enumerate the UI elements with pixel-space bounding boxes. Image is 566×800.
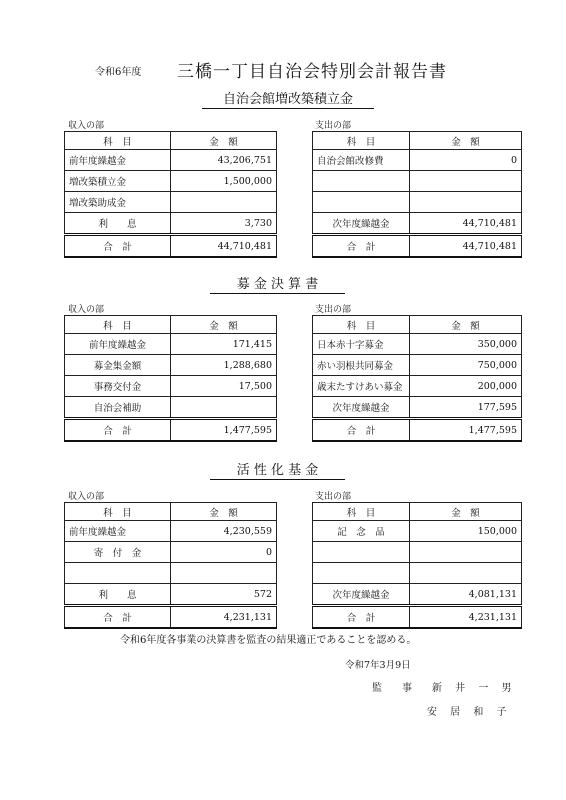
item-cell <box>313 192 410 213</box>
table-header-row <box>65 316 277 334</box>
table-row <box>65 563 277 584</box>
amount-cell: 4,230,559 <box>171 521 277 542</box>
item-column-header: 科 目 <box>313 132 410 150</box>
amount-cell: 200,000 <box>410 376 522 397</box>
income-label: 収入の部 <box>68 121 105 131</box>
total-row <box>65 235 277 258</box>
amount-column-header: 金 額 <box>171 503 277 521</box>
table-row <box>65 171 277 192</box>
item-cell: 記 念 品 <box>313 521 410 542</box>
amount-cell <box>410 542 522 563</box>
amount-cell: 171,415 <box>171 334 277 355</box>
item-cell: 前年度繰越金 <box>65 150 171 171</box>
item-column-header: 科 目 <box>313 503 410 521</box>
table-row <box>313 334 522 355</box>
expense-label: 支出の部 <box>315 305 352 315</box>
table-row <box>313 397 522 419</box>
table-row <box>65 584 277 606</box>
total-row <box>313 606 522 629</box>
amount-cell: 4,081,131 <box>410 584 522 606</box>
table-row <box>313 376 522 397</box>
item-cell: 自治会補助 <box>65 397 171 419</box>
item-cell: 増改築助成金 <box>65 192 171 213</box>
amount-cell <box>410 171 522 192</box>
auditor-1: 監 事 新 井 一 男 <box>372 683 517 694</box>
item-column-header: 科 目 <box>65 316 171 334</box>
item-cell: 次年度繰越金 <box>313 213 410 235</box>
total-label: 合 計 <box>313 419 410 442</box>
table-row <box>313 584 522 606</box>
amount-column-header: 金 額 <box>410 503 522 521</box>
income-label: 収入の部 <box>68 305 105 315</box>
item-cell <box>313 563 410 584</box>
table-header-row <box>313 503 522 521</box>
item-cell: 利 息 <box>65 213 171 235</box>
table-row <box>65 355 277 376</box>
amount-column-header: 金 額 <box>410 132 522 150</box>
total-row <box>65 606 277 629</box>
audit-date: 令和7年3月9日 <box>345 660 411 671</box>
table-header-row <box>65 132 277 150</box>
expense-table <box>312 131 522 258</box>
section-title: 募 金 決 算 書 <box>210 273 345 294</box>
table-row <box>313 150 522 171</box>
amount-cell: 3,730 <box>171 213 277 235</box>
total-label: 合 計 <box>65 606 171 629</box>
item-cell: 利 息 <box>65 584 171 606</box>
table-row <box>65 213 277 235</box>
table-row <box>313 213 522 235</box>
table-row <box>65 376 277 397</box>
item-column-header: 科 目 <box>65 132 171 150</box>
total-row <box>313 235 522 258</box>
item-cell: 日本赤十字募金 <box>313 334 410 355</box>
item-cell: 寄 付 金 <box>65 542 171 563</box>
table-row <box>313 542 522 563</box>
total-amount: 44,710,481 <box>171 235 277 258</box>
item-cell <box>313 542 410 563</box>
table-row <box>313 521 522 542</box>
total-label: 合 計 <box>65 419 171 442</box>
table-row <box>65 521 277 542</box>
income-table <box>64 315 277 442</box>
item-cell: 次年度繰越金 <box>313 584 410 606</box>
total-amount: 4,231,131 <box>171 606 277 629</box>
amount-cell <box>410 192 522 213</box>
amount-column-header: 金 額 <box>171 132 277 150</box>
amount-column-header: 金 額 <box>171 316 277 334</box>
table-row <box>313 171 522 192</box>
amount-cell: 572 <box>171 584 277 606</box>
expense-label: 支出の部 <box>315 121 352 131</box>
amount-cell <box>171 563 277 584</box>
item-cell: 赤い羽根共同募金 <box>313 355 410 376</box>
item-column-header: 科 目 <box>65 503 171 521</box>
item-cell: 募金集金額 <box>65 355 171 376</box>
amount-cell: 1,288,680 <box>171 355 277 376</box>
table-header-row <box>313 132 522 150</box>
table-row <box>313 563 522 584</box>
total-label: 合 計 <box>313 235 410 258</box>
table-row <box>313 355 522 376</box>
amount-column-header: 金 額 <box>410 316 522 334</box>
table-row <box>65 334 277 355</box>
income-label: 収入の部 <box>68 492 105 502</box>
total-amount: 4,231,131 <box>410 606 522 629</box>
table-row <box>313 192 522 213</box>
amount-cell: 0 <box>171 542 277 563</box>
income-table <box>64 131 277 258</box>
auditor-2: 安 居 和 子 <box>427 707 512 718</box>
amount-cell: 1,500,000 <box>171 171 277 192</box>
amount-cell: 150,000 <box>410 521 522 542</box>
item-cell: 次年度繰越金 <box>313 397 410 419</box>
total-row <box>313 419 522 442</box>
item-cell <box>313 171 410 192</box>
expense-table <box>312 315 522 442</box>
item-cell <box>65 563 171 584</box>
total-row <box>65 419 277 442</box>
table-row <box>65 192 277 213</box>
item-cell: 前年度繰越金 <box>65 521 171 542</box>
amount-cell <box>171 192 277 213</box>
item-cell: 自治会館改修費 <box>313 150 410 171</box>
amount-cell: 750,000 <box>410 355 522 376</box>
total-amount: 1,477,595 <box>410 419 522 442</box>
table-header-row <box>65 503 277 521</box>
total-label: 合 計 <box>65 235 171 258</box>
income-table <box>64 502 277 629</box>
amount-cell: 43,206,751 <box>171 150 277 171</box>
table-header-row <box>313 316 522 334</box>
section-title: 自治会館増改築積立金 <box>202 88 374 109</box>
table-row <box>65 542 277 563</box>
total-amount: 1,477,595 <box>171 419 277 442</box>
total-amount: 44,710,481 <box>410 235 522 258</box>
amount-cell <box>171 397 277 419</box>
expense-label: 支出の部 <box>315 492 352 502</box>
item-cell: 事務交付金 <box>65 376 171 397</box>
expense-table <box>312 502 522 629</box>
amount-cell: 44,710,481 <box>410 213 522 235</box>
amount-cell <box>410 563 522 584</box>
table-row <box>65 150 277 171</box>
audit-statement: 令和6年度各事業の決算書を監査の結果適正であることを認める。 <box>120 635 417 646</box>
item-cell: 増改築積立金 <box>65 171 171 192</box>
amount-cell: 17,500 <box>171 376 277 397</box>
report-title: 三橋一丁目自治会特別会計報告書 <box>177 62 447 82</box>
fiscal-year: 令和6年度 <box>95 67 142 78</box>
section-title: 活 性 化 基 金 <box>210 459 345 480</box>
table-row <box>65 397 277 419</box>
total-label: 合 計 <box>313 606 410 629</box>
item-cell: 歳末たすけあい募金 <box>313 376 410 397</box>
amount-cell: 350,000 <box>410 334 522 355</box>
amount-cell: 0 <box>410 150 522 171</box>
item-cell: 前年度繰越金 <box>65 334 171 355</box>
item-column-header: 科 目 <box>313 316 410 334</box>
amount-cell: 177,595 <box>410 397 522 419</box>
